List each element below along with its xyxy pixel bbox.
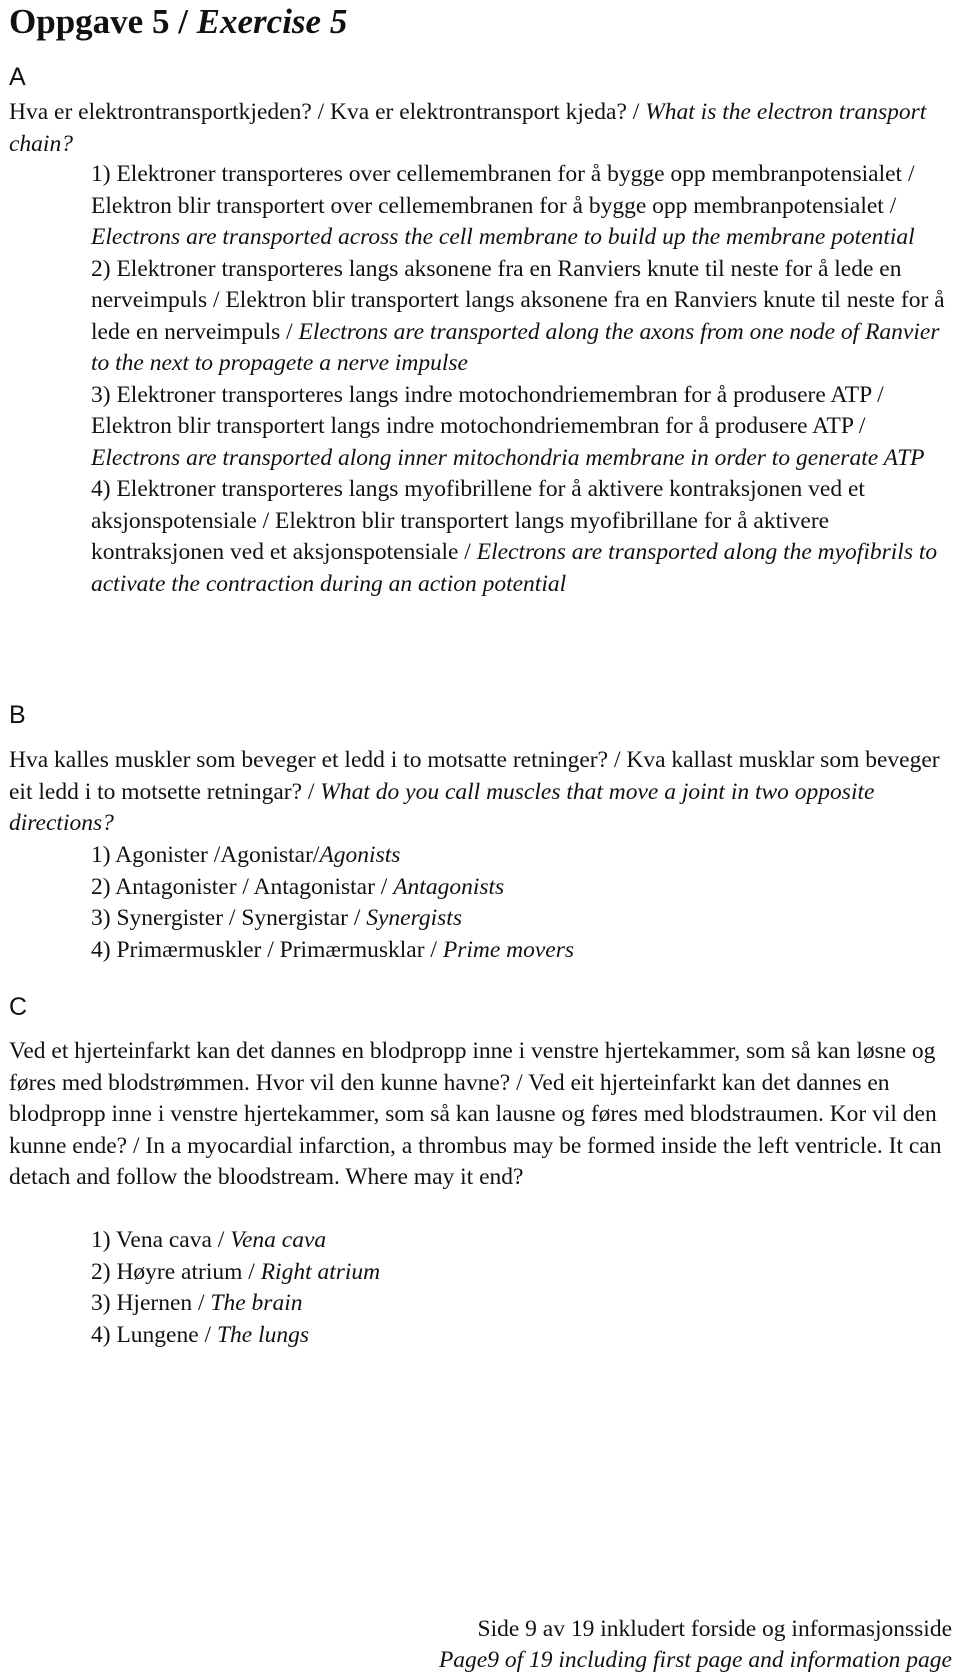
page-footer bbox=[439, 1614, 952, 1676]
section-c-letter: C bbox=[9, 993, 28, 1021]
option-a2: 2) Elektroner transporteres langs aksonene fra en Ranviers knute til neste for å lede en nerveimpuls / Elektron blir transportert langs aksonene fra en Ranviers knute til neste for å lede en nerveimpuls / Electrons are transported along the axons from one node of Ranvier to the next to propagete a nerve impulse bbox=[91, 255, 945, 376]
option-c3: 3) Hjernen / The brain bbox=[91, 1290, 303, 1316]
option-a1: 1) Elektroner transporteres over cellemembranen for å bygge opp membranpotensialet / Elektron blir transportert over cellemembranen for å bygge opp membranpotensialet / Electrons are transported across the cell membrane to build up the membrane potential bbox=[91, 161, 915, 250]
title-norwegian: Oppgave 5 / bbox=[9, 2, 197, 41]
option-a4: 4) Elektroner transporteres langs myofibrillene for å aktivere kontraksjonen ved et aksjonspotensiale / Elektron blir transportert langs myofibrillane for å aktivere kontraksjonen ved et aksjonspotensiale / Electrons are transported along the myofibrils to activate the contraction during an action potential bbox=[91, 476, 938, 597]
option-b4: 4) Primærmuskler / Primærmusklar / Prime movers bbox=[91, 936, 575, 963]
footer-line-norwegian: Side 9 av 19 inkludert forside og informasjonsside bbox=[477, 1616, 952, 1642]
page-title bbox=[9, 2, 347, 42]
option-b3: 3) Synergister / Synergistar / Synergists bbox=[91, 905, 462, 931]
option-c2: 2) Høyre atrium / Right atrium bbox=[91, 1258, 381, 1285]
title-english: Exercise 5 bbox=[196, 2, 348, 41]
option-b1: 1) Agonister /Agonistar/Agonists bbox=[91, 842, 401, 868]
section-c-options bbox=[91, 1225, 956, 1351]
section-b-letter: B bbox=[9, 701, 26, 729]
option-c1: 1) Vena cava / Vena cava bbox=[91, 1227, 327, 1253]
section-c-question: Ved et hjerteinfarkt kan det dannes en blodpropp inne i venstre hjertekammer, som så kan løsne og føres med blodstrømmen. Hvor vil den kunne havne? / Ved eit hjerteinfarkt kan det dannes en blodpropp inne i venstre hjertekammer, som så kan lausne og føres med blodstraumen. Kor vil den kunne ende? / In a myocardial infarction, a thrombus may be formed inside the left ventricle. It can detach and follow the bloodstream. Where may it end? bbox=[9, 1038, 942, 1190]
section-b-question: Hva kalles muskler som beveger et ledd i to motsatte retninger? / Kva kallast musklar som beveger eit ledd i to motsette retningar? / What do you call muscles that move a joint in two opposite directions? bbox=[9, 747, 940, 836]
option-c4: 4) Lungene / The lungs bbox=[91, 1321, 310, 1348]
option-a3: 3) Elektroner transporteres langs indre motochondriemembran for å produsere ATP / Elektron blir transportert langs indre motochondriemembran for å produsere ATP / Electrons are transported along inner mitochondria membrane in order to generate ATP bbox=[91, 381, 925, 471]
section-a-letter: A bbox=[9, 63, 26, 91]
section-a-options bbox=[91, 159, 956, 600]
option-b2: 2) Antagonister / Antagonistar / Antagonists bbox=[91, 873, 505, 900]
section-b-options bbox=[91, 840, 956, 966]
footer-line-english: Page9 of 19 including first page and information page bbox=[438, 1647, 952, 1673]
section-a-question: Hva er elektrontransportkjeden? / Kva er elektrontransport kjeda? / What is the electron transport chain? bbox=[9, 99, 927, 157]
